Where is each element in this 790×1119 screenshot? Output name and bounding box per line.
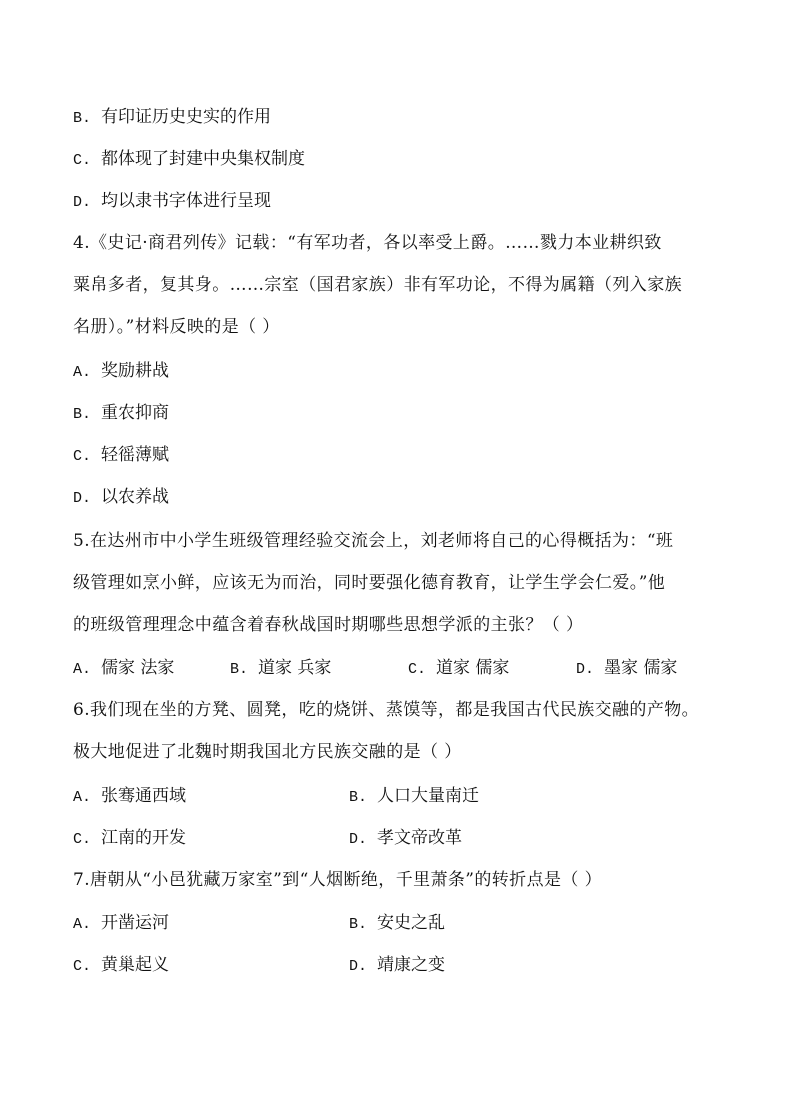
q6-option-c: [73, 827, 186, 851]
option-text: 孝文帝改革: [377, 828, 463, 848]
option-text: 都体现了封建中央集权制度: [101, 149, 306, 169]
q7-stem-line: 7.唐朝从“小邑犹藏万家室”到“人烟断绝，千里萧条”的转折点是（ ）: [73, 870, 602, 890]
option-label: C.: [73, 448, 92, 465]
option-label: D.: [349, 831, 368, 848]
q7-option-c: [73, 954, 169, 978]
option-text: 靖康之变: [377, 955, 446, 975]
option-label: B.: [73, 406, 92, 423]
q6-option-d: [349, 827, 462, 851]
q5-option-b: [230, 657, 331, 681]
option-label: A.: [73, 364, 92, 381]
option-text: 人口大量南迁: [377, 786, 480, 806]
q7-option-b: [349, 912, 445, 936]
option-text: 轻徭薄赋: [101, 445, 170, 465]
q4-stem-line: 粟帛多者，复其身。……宗室（国君家族）非有军功论，不得为属籍（列入家族: [73, 275, 682, 295]
q5-stem-line: 5.在达州市中小学生班级管理经验交流会上，刘老师将自己的心得概括为：“班: [73, 531, 674, 551]
option-label: C.: [408, 661, 427, 678]
q7-option-a: [73, 912, 169, 936]
option-label: B.: [349, 789, 368, 806]
option-text: 江南的开发: [101, 828, 187, 848]
q4-stem-line: 名册）。”材料反映的是（ ）: [73, 317, 280, 337]
q6-stem-line: 6.我们现在坐的方凳、圆凳，吃的烧饼、蒸馍等，都是我国古代民族交融的产物。: [73, 700, 700, 720]
q5-option-c: [408, 657, 509, 681]
q6-stem-line: 极大地促进了北魏时期我国北方民族交融的是（ ）: [73, 742, 462, 762]
q4-option-c: [73, 444, 740, 468]
option-label: A.: [73, 916, 92, 933]
q4-option-d: [73, 486, 740, 510]
q3-option-b: [73, 106, 740, 130]
q4-stem-line: 4.《史记·商君列传》记载：“有军功者，各以率受上爵。……戮力本业耕织致: [73, 233, 662, 253]
option-text: 安史之乱: [377, 913, 446, 933]
option-label: C.: [73, 831, 92, 848]
option-label: A.: [73, 789, 92, 806]
q7-option-d: [349, 954, 445, 978]
q4-option-b: [73, 402, 740, 426]
option-text: 均以隶书字体进行呈现: [101, 191, 272, 211]
option-text: 开凿运河: [101, 913, 170, 933]
q5-option-d: [576, 657, 677, 681]
option-text: 奖励耕战: [101, 361, 170, 381]
option-label: B.: [73, 110, 92, 127]
option-label: D.: [576, 661, 595, 678]
option-text: 儒家 法家: [101, 658, 175, 678]
option-label: C.: [73, 958, 92, 975]
q3-option-c: [73, 148, 740, 172]
option-label: D.: [73, 194, 92, 211]
option-text: 道家 兵家: [258, 658, 332, 678]
option-label: D.: [73, 490, 92, 507]
option-label: B.: [230, 661, 249, 678]
q5-option-a: [73, 657, 174, 681]
q3-option-d: [73, 190, 740, 214]
option-label: B.: [349, 916, 368, 933]
option-text: 有印证历史史实的作用: [101, 107, 272, 127]
q4-option-a: [73, 360, 740, 384]
option-text: 以农养战: [101, 487, 170, 507]
option-text: 张骞通西域: [101, 786, 187, 806]
q6-option-b: [349, 785, 479, 809]
q6-option-a: [73, 785, 186, 809]
option-text: 重农抑商: [101, 403, 170, 423]
option-label: C.: [73, 152, 92, 169]
option-text: 墨家 儒家: [604, 658, 678, 678]
q5-stem-line: 的班级管理理念中蕴含着春秋战国时期哪些思想学派的主张？（ ）: [73, 615, 584, 635]
option-label: D.: [349, 958, 368, 975]
option-text: 道家 儒家: [436, 658, 510, 678]
option-text: 黄巢起义: [101, 955, 170, 975]
q5-stem-line: 级管理如烹小鲜，应该无为而治，同时要强化德育教育，让学生学会仁爱。”他: [73, 573, 666, 593]
option-label: A.: [73, 661, 92, 678]
